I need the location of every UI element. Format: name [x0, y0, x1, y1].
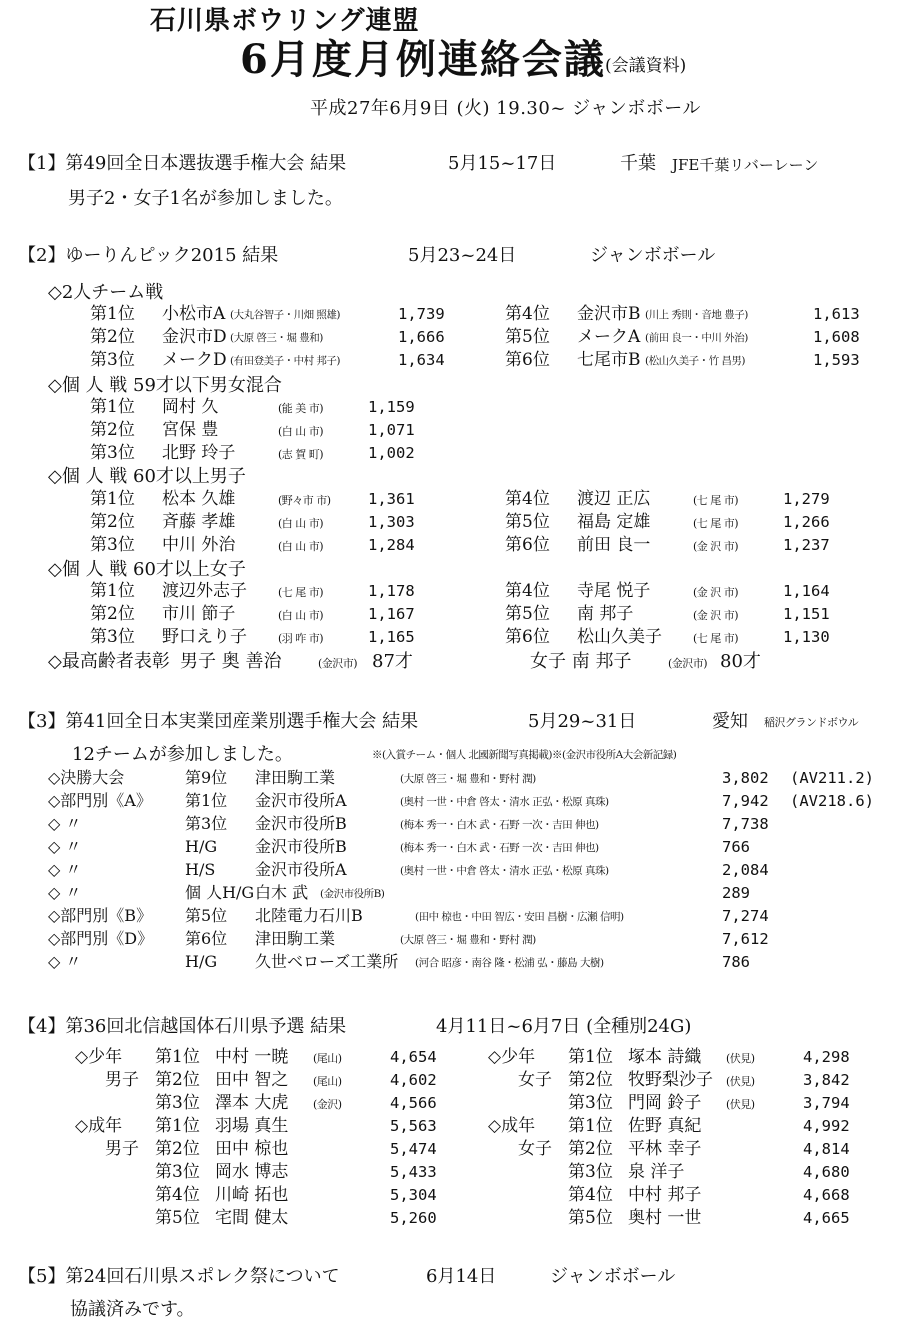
team-rank: 第6位: [505, 350, 550, 370]
player-name: 佐野 真紀: [628, 1116, 702, 1136]
eldest-female: 女子 南 邦子: [530, 651, 632, 672]
section-1-heading: 【1】第49回全日本選抜選手権大会 結果: [18, 153, 347, 174]
category-label: ◇ 〃: [48, 952, 82, 971]
result-rank: 第3位: [90, 627, 135, 647]
player-city: (志 賀 町): [278, 448, 324, 461]
team-name: 金沢市役所A: [255, 791, 347, 810]
player-score: 4,680: [803, 1163, 850, 1181]
result-rank: 第3位: [90, 443, 135, 463]
section-5-note: 協議済みです。: [70, 1299, 195, 1320]
team-members: (大原 啓三・堀 豊和): [230, 332, 323, 344]
player-score: 4,814: [803, 1140, 850, 1158]
player-score: 1,279: [783, 490, 830, 508]
team-name: 白木 武: [255, 883, 309, 902]
team-members: (奥村 一世・中倉 啓太・清水 正弘・松原 真珠): [400, 865, 609, 877]
player-name: 野口えり子: [162, 627, 247, 647]
team-members: (河合 昭彦・南谷 隆・松浦 弘・藤島 大樹): [415, 957, 604, 969]
player-score: 5,260: [390, 1209, 437, 1227]
player-city: (金 沢 市): [693, 586, 739, 599]
player-name: 塚本 詩織: [628, 1047, 702, 1067]
section-4-heading: 【4】第36回北信越国体石川県予選 結果: [18, 1016, 347, 1037]
result-rank: 第6位: [505, 535, 550, 555]
team-members: (奥村 一世・中倉 啓太・清水 正弘・松原 真珠): [400, 796, 609, 808]
player-name: 中川 外治: [162, 535, 236, 555]
section-3-note: 12チームが参加しました。: [72, 744, 293, 765]
category-label: ◇部門別《D》: [48, 929, 154, 948]
player-city: (白 山 市): [278, 540, 324, 553]
section-1-venue: JFE千葉リバーレーン: [672, 156, 819, 174]
team-name: メークD: [162, 350, 227, 370]
team-name: 久世ベローズ工業所: [255, 952, 399, 971]
player-name: 渡辺外志子: [162, 581, 247, 601]
result-rank: 第4位: [568, 1185, 613, 1205]
player-city: (七 尾 市): [693, 632, 739, 645]
team-score: 7,942: [722, 792, 769, 810]
result-rank: 第1位: [90, 489, 135, 509]
player-city: (能 美 市): [278, 402, 324, 415]
women-label: ◇成年: [488, 1116, 536, 1136]
player-name: 奥村 一世: [628, 1208, 702, 1228]
result-rank: 第9位: [185, 768, 228, 787]
eldest-male-age: 87才: [372, 651, 413, 672]
player-score: 1,266: [783, 513, 830, 531]
player-city: (白 山 市): [278, 517, 324, 530]
player-name: 前田 良一: [577, 535, 651, 555]
result-rank: H/S: [185, 860, 216, 879]
team-members: (田中 椋也・中田 智広・安田 昌樹・広瀬 信明): [415, 911, 624, 923]
player-affiliation: (尾山): [313, 1075, 342, 1088]
section-2-place: ジャンボボール: [590, 245, 716, 266]
result-rank: 第1位: [155, 1116, 200, 1136]
player-affiliation: (伏見): [726, 1075, 755, 1088]
player-score: 4,298: [803, 1048, 850, 1066]
section-1-date: 5月15~17日: [448, 153, 557, 174]
women-label-2: 女子: [518, 1139, 552, 1159]
player-name: 川崎 拓也: [215, 1185, 289, 1205]
section-2-heading: 【2】ゆーりんピック2015 結果: [18, 245, 279, 266]
player-name: 松山久美子: [577, 627, 662, 647]
team-name: 金沢市役所A: [255, 860, 347, 879]
player-name: 田中 智之: [215, 1070, 289, 1090]
team-members: (梅本 秀一・白木 武・石野 一次・吉田 伸也): [400, 842, 599, 854]
player-name: 中村 一暁: [215, 1047, 289, 1067]
section-3-venue: 稲沢グランドボウル: [764, 716, 859, 729]
section-1-place: 千葉: [620, 153, 656, 174]
result-rank: 第5位: [505, 604, 550, 624]
player-score: 5,433: [390, 1163, 437, 1181]
team-members: (梅本 秀一・白木 武・石野 一次・吉田 伸也): [400, 819, 599, 831]
category-label: ◇ 〃: [48, 814, 82, 833]
result-rank: 第3位: [568, 1162, 613, 1182]
team-score: 7,738: [722, 815, 769, 833]
team-name: 北陸電力石川B: [255, 906, 363, 925]
team-members: (川上 秀則・音地 豊子): [645, 309, 748, 321]
player-score: 4,992: [803, 1117, 850, 1135]
ind59-title: ◇個 人 戦 59才以下男女混合: [48, 375, 282, 396]
team-rank: 第1位: [90, 304, 135, 324]
team-average: (AV218.6): [790, 792, 874, 810]
player-name: 福島 定雄: [577, 512, 651, 532]
team-score: 766: [722, 838, 750, 856]
player-score: 4,566: [390, 1094, 437, 1112]
section-5-date: 6月14日: [426, 1266, 497, 1287]
team-members: (大原 啓三・堀 豊和・野村 潤): [400, 773, 536, 785]
player-name: 澤本 大虎: [215, 1093, 289, 1113]
category-label: ◇部門別《A》: [48, 791, 152, 810]
result-rank: 第5位: [155, 1208, 200, 1228]
player-city: (白 山 市): [278, 425, 324, 438]
player-score: 1,303: [368, 513, 415, 531]
player-score: 1,165: [368, 628, 415, 646]
result-rank: 第6位: [505, 627, 550, 647]
page-title: 6月度月例連絡会議: [240, 36, 606, 83]
boys-label: ◇少年: [75, 1047, 123, 1067]
player-name: 羽場 真生: [215, 1116, 289, 1136]
result-rank: H/G: [185, 952, 218, 971]
player-name: 南 邦子: [577, 604, 634, 624]
result-rank: 第2位: [155, 1139, 200, 1159]
player-city: (七 尾 市): [693, 517, 739, 530]
player-name: 門岡 鈴子: [628, 1093, 702, 1113]
team-name: 七尾市B: [577, 350, 641, 370]
player-name: 市川 節子: [162, 604, 236, 624]
result-rank: 第4位: [505, 489, 550, 509]
team-members: (有田登美子・中村 邦子): [230, 355, 341, 367]
team-name: 津田駒工業: [255, 929, 336, 948]
player-name: 宮保 豊: [162, 420, 219, 440]
result-rank: 第6位: [185, 929, 228, 948]
team-members: (金沢市役所B): [320, 888, 385, 900]
section-5-heading: 【5】第24回石川県スポレク祭について: [18, 1266, 340, 1287]
player-score: 1,151: [783, 605, 830, 623]
team-score: 786: [722, 953, 750, 971]
team-score: 7,274: [722, 907, 769, 925]
result-rank: 第1位: [185, 791, 228, 810]
team-name: 小松市A: [162, 304, 226, 324]
eldest-male-city: (金沢市): [318, 657, 358, 670]
player-name: 松本 久雄: [162, 489, 236, 509]
team-score: 1,666: [398, 328, 445, 346]
player-score: 1,178: [368, 582, 415, 600]
player-score: 1,167: [368, 605, 415, 623]
team-members: (大原 啓三・堀 豊和・野村 潤): [400, 934, 536, 946]
team-score: 7,612: [722, 930, 769, 948]
player-score: 3,794: [803, 1094, 850, 1112]
section-5-place: ジャンボボール: [550, 1266, 676, 1287]
player-name: 宅間 健太: [215, 1208, 289, 1228]
section-3-place: 愛知: [712, 711, 748, 732]
title-subtitle: (会議資料): [605, 56, 687, 76]
player-affiliation: (伏見): [726, 1052, 755, 1065]
player-score: 5,304: [390, 1186, 437, 1204]
player-name: 岡村 久: [162, 397, 219, 417]
section-4-date: 4月11日~6月7日 (全種別24G): [436, 1016, 692, 1037]
player-score: 4,654: [390, 1048, 437, 1066]
result-rank: 第1位: [90, 581, 135, 601]
player-affiliation: (尾山): [313, 1052, 342, 1065]
player-affiliation: (伏見): [726, 1098, 755, 1111]
player-score: 5,563: [390, 1117, 437, 1135]
eldest-female-age: 80才: [720, 651, 761, 672]
team-members: (前田 良一・中川 外治): [645, 332, 748, 344]
category-label: ◇ 〃: [48, 883, 82, 902]
player-city: (七 尾 市): [278, 586, 324, 599]
result-rank: 第1位: [568, 1047, 613, 1067]
player-score: 1,159: [368, 398, 415, 416]
player-name: 斉藤 孝雄: [162, 512, 236, 532]
result-rank: 第2位: [90, 512, 135, 532]
team-average: (AV211.2): [790, 769, 874, 787]
team-score: 1,739: [398, 305, 445, 323]
player-name: 寺尾 悦子: [577, 581, 651, 601]
ind60m-title: ◇個 人 戦 60才以上男子: [48, 466, 246, 487]
player-score: 4,668: [803, 1186, 850, 1204]
section-1-note: 男子2・女子1名が参加しました。: [68, 188, 343, 209]
section-3-note2: ※(入賞チーム・個人 北國新聞写真掲載)※(金沢市役所A大会新記録): [372, 749, 677, 761]
player-name: 牧野梨沙子: [628, 1070, 713, 1090]
player-score: 1,130: [783, 628, 830, 646]
player-city: (金 沢 市): [693, 540, 739, 553]
eldest-male: 男子 奥 善治: [180, 651, 282, 672]
team-members: (大丸谷智子・川畑 照雄): [230, 309, 341, 321]
team-name: 金沢市役所B: [255, 837, 347, 856]
player-name: 中村 邦子: [628, 1185, 702, 1205]
player-name: 泉 洋子: [628, 1162, 685, 1182]
result-rank: H/G: [185, 837, 218, 856]
result-rank: 第2位: [155, 1070, 200, 1090]
result-rank: 第3位: [155, 1093, 200, 1113]
category-label: ◇ 〃: [48, 860, 82, 879]
player-city: (金 沢 市): [693, 609, 739, 622]
player-score: 1,237: [783, 536, 830, 554]
result-rank: 第1位: [155, 1047, 200, 1067]
team-event-title: ◇2人チーム戦: [48, 282, 164, 303]
ind60f-title: ◇個 人 戦 60才以上女子: [48, 559, 246, 580]
section-2-date: 5月23~24日: [408, 245, 517, 266]
team-name: 金沢市B: [577, 304, 641, 324]
result-rank: 第1位: [90, 397, 135, 417]
player-name: 渡辺 正広: [577, 489, 651, 509]
result-rank: 第5位: [505, 512, 550, 532]
eldest-female-city: (金沢市): [668, 657, 708, 670]
team-score: 1,613: [813, 305, 860, 323]
team-members: (松山久美子・竹 昌男): [645, 355, 746, 367]
result-rank: 第4位: [155, 1185, 200, 1205]
result-rank: 第3位: [568, 1093, 613, 1113]
men-label-2: 男子: [105, 1139, 139, 1159]
men-label: ◇成年: [75, 1116, 123, 1136]
result-rank: 第3位: [90, 535, 135, 555]
result-rank: 第1位: [568, 1116, 613, 1136]
team-score: 3,802: [722, 769, 769, 787]
org-name: 石川県ボウリング連盟: [150, 6, 420, 36]
team-name: 津田駒工業: [255, 768, 336, 787]
team-rank: 第5位: [505, 327, 550, 347]
player-affiliation: (金沢): [313, 1098, 342, 1111]
result-rank: 第3位: [155, 1162, 200, 1182]
team-rank: 第2位: [90, 327, 135, 347]
result-rank: 第4位: [505, 581, 550, 601]
player-score: 1,002: [368, 444, 415, 462]
player-name: 田中 椋也: [215, 1139, 289, 1159]
player-city: (白 山 市): [278, 609, 324, 622]
team-rank: 第3位: [90, 350, 135, 370]
player-score: 1,164: [783, 582, 830, 600]
category-label: ◇ 〃: [48, 837, 82, 856]
player-name: 岡水 博志: [215, 1162, 289, 1182]
team-score: 2,084: [722, 861, 769, 879]
meeting-dateline: 平成27年6月9日 (火) 19.30~ ジャンボボール: [310, 98, 701, 119]
player-city: (野々市 市): [278, 494, 331, 507]
category-label: ◇決勝大会: [48, 768, 125, 787]
team-score: 289: [722, 884, 750, 902]
section-3-heading: 【3】第41回全日本実業団産業別選手権大会 結果: [18, 711, 419, 732]
girls-label-2: 女子: [518, 1070, 552, 1090]
result-rank: 第2位: [90, 604, 135, 624]
team-rank: 第4位: [505, 304, 550, 324]
team-name: 金沢市D: [162, 327, 227, 347]
player-score: 1,071: [368, 421, 415, 439]
boys-label-2: 男子: [105, 1070, 139, 1090]
section-3-date: 5月29~31日: [528, 711, 637, 732]
player-score: 5,474: [390, 1140, 437, 1158]
player-score: 1,361: [368, 490, 415, 508]
player-score: 3,842: [803, 1071, 850, 1089]
result-rank: 第5位: [185, 906, 228, 925]
player-score: 4,665: [803, 1209, 850, 1227]
team-name: メークA: [577, 327, 641, 347]
team-score: 1,608: [813, 328, 860, 346]
team-score: 1,593: [813, 351, 860, 369]
result-rank: 第5位: [568, 1208, 613, 1228]
team-name: 金沢市役所B: [255, 814, 347, 833]
result-rank: 個 人H/G: [185, 883, 255, 902]
player-name: 北野 玲子: [162, 443, 236, 463]
result-rank: 第2位: [90, 420, 135, 440]
team-score: 1,634: [398, 351, 445, 369]
result-rank: 第2位: [568, 1070, 613, 1090]
player-score: 1,284: [368, 536, 415, 554]
eldest-label: ◇最高齢者表彰: [48, 651, 170, 672]
player-score: 4,602: [390, 1071, 437, 1089]
player-city: (羽 咋 市): [278, 632, 324, 645]
player-name: 平林 幸子: [628, 1139, 702, 1159]
result-rank: 第2位: [568, 1139, 613, 1159]
player-city: (七 尾 市): [693, 494, 739, 507]
girls-label: ◇少年: [488, 1047, 536, 1067]
result-rank: 第3位: [185, 814, 228, 833]
category-label: ◇部門別《B》: [48, 906, 153, 925]
